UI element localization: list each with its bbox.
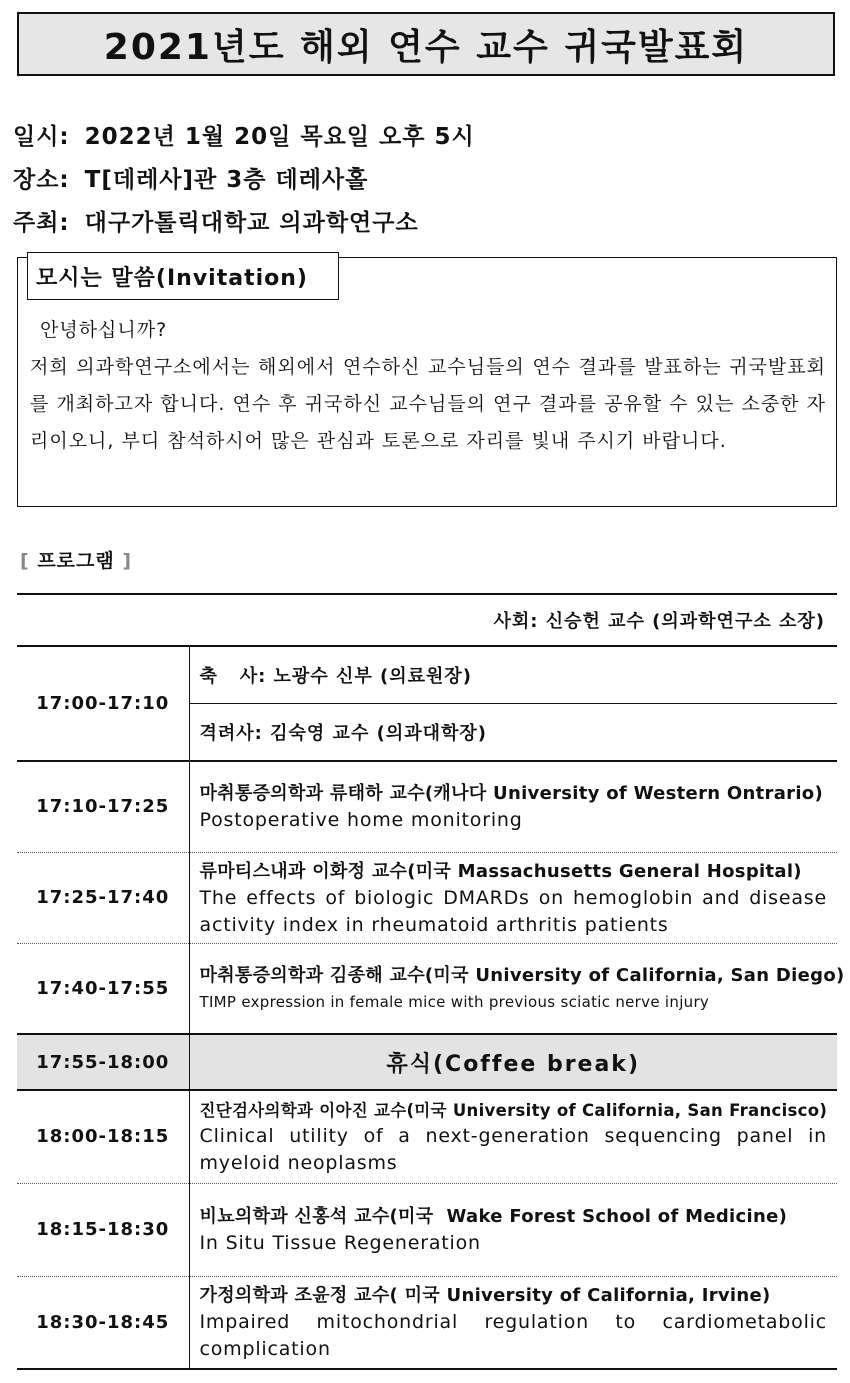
time-slot: 17:25-17:40: [17, 852, 189, 943]
congrats-speech: 축 사: 노광수 신부 (의료원장): [189, 646, 837, 704]
talk-topic: TIMP expression in female mice with previous sciatic nerve injury: [199, 992, 710, 1011]
time-slot: 18:30-18:45: [17, 1276, 189, 1369]
info-date-value: 2022년 1월 20일 목요일 오후 5시: [84, 124, 475, 150]
info-venue: [13, 161, 368, 194]
talk-row: [17, 1090, 837, 1183]
time-slot: 17:55-18:00: [17, 1034, 189, 1090]
talk-cell: [189, 761, 837, 852]
talk-row: [17, 943, 837, 1034]
program-label-text: 프로그램: [37, 550, 115, 572]
invitation-greeting: 안녕하십니까?: [40, 319, 168, 341]
talk-row: [17, 852, 837, 943]
break-label: 휴식(Coffee break): [189, 1034, 837, 1090]
host-row: [17, 594, 837, 646]
time-slot: 18:15-18:30: [17, 1183, 189, 1276]
bracket-open: [: [20, 550, 38, 572]
speaker: 비뇨의학과 신홍석 교수(미국 Wake Forest School of Medicine): [199, 1206, 788, 1227]
info-venue-label: 장소:: [13, 167, 70, 193]
invitation-heading: 모시는 말씀(Invitation): [27, 252, 339, 300]
invitation-body: 저희 의과학연구소에서는 해외에서 연수하신 교수님들의 연수 결과를 발표하는 귀국발표회를 개최하고자 합니다. 연수 후 귀국하신 교수님들의 연구 결과를 공유할 수 있는 소중한 자리이오니, 부디 참석하시어 많은 관심과 토론으로 자리를 빛내 주시기 바랍니다.: [30, 356, 826, 452]
info-host-value: 대구가톨릭대학교 의과학연구소: [84, 210, 419, 236]
info-date: [13, 118, 475, 151]
invitation-text: [30, 312, 826, 460]
talk-cell: [189, 1183, 837, 1276]
speaker: 마취통증의학과 김종해 교수(미국 University of California, San Diego): [199, 964, 845, 986]
talk-cell: [189, 943, 845, 1034]
talk-cell: [189, 852, 837, 943]
talk-topic: The effects of biologic DMARDs on hemoglobin and disease activity index in rheumatoid arthritis patients: [199, 886, 827, 936]
time-slot: 17:10-17:25: [17, 761, 189, 852]
time-slot: 17:00-17:10: [17, 646, 189, 761]
host-text: 사회: 신승헌 교수 (의과학연구소 소장): [17, 594, 837, 646]
program-label: [20, 546, 132, 573]
program-table: [17, 593, 845, 1370]
time-slot: 18:00-18:15: [17, 1090, 189, 1183]
speaker: 진단검사의학과 이아진 교수(미국 University of California, San Francisco): [199, 1100, 828, 1120]
info-date-label: 일시:: [13, 124, 70, 150]
page-title: 2021년도 해외 연수 교수 귀국발표회: [17, 12, 835, 76]
info-venue-value: T[데레사]관 3층 데레사홀: [84, 167, 369, 193]
speaker: 가정의학과 조윤정 교수( 미국 University of California, Irvine): [199, 1285, 771, 1307]
time-slot: 17:40-17:55: [17, 943, 189, 1034]
info-host: [13, 204, 419, 237]
talk-row: [17, 761, 837, 852]
talk-cell: [189, 1090, 837, 1183]
speaker: 마취통증의학과 류태하 교수(캐나다 University of Western Ontrario): [199, 783, 824, 805]
break-row: [17, 1034, 837, 1090]
talk-cell: [189, 1276, 837, 1369]
talk-topic: Clinical utility of a next-generation sequencing panel in myeloid neoplasms: [199, 1124, 827, 1174]
talk-row: [17, 1276, 837, 1369]
talk-topic: Postoperative home monitoring: [199, 809, 523, 832]
encouragement-speech: 격려사: 김숙영 교수 (의과대학장): [199, 723, 487, 744]
info-host-label: 주최:: [13, 210, 70, 236]
talk-row: [17, 1183, 837, 1276]
speaker: 류마티스내과 이화정 교수(미국 Massachusetts General Hospital): [199, 860, 802, 882]
opening-row: [17, 646, 837, 704]
bracket-close: ]: [114, 550, 133, 572]
talk-topic: Impaired mitochondrial regulation to cardiometabolic complication: [199, 1311, 827, 1361]
talk-topic: In Situ Tissue Regeneration: [199, 1232, 481, 1254]
